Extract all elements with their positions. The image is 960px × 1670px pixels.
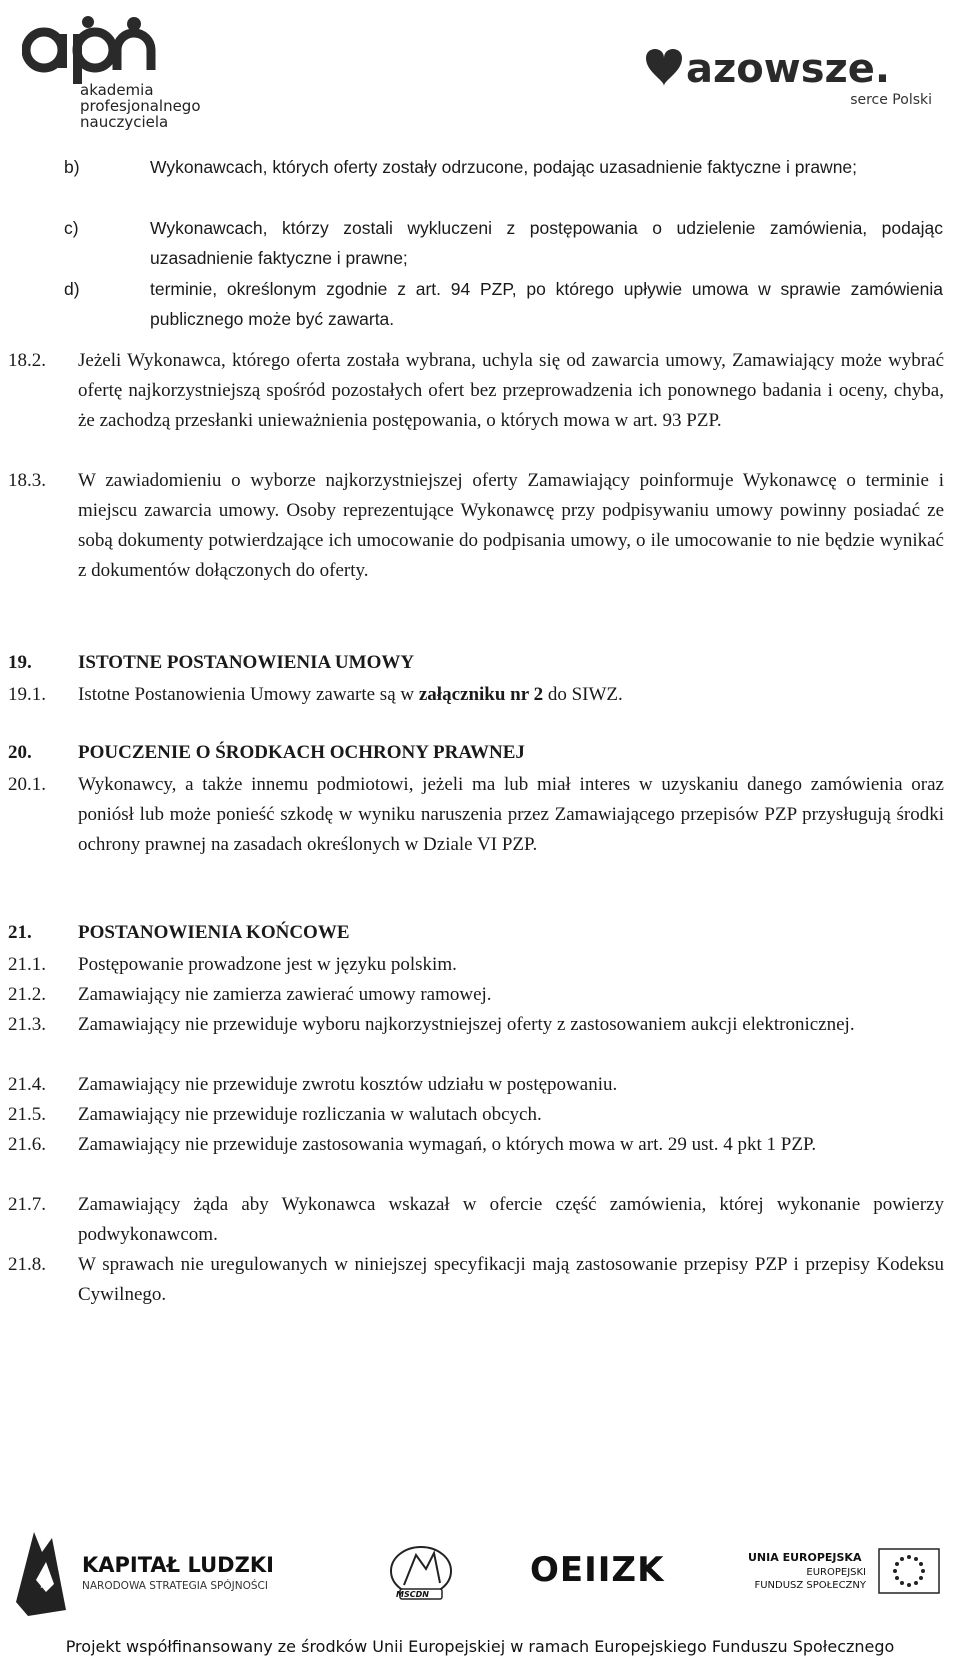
- kapital-ludzki-subtitle: NARODOWA STRATEGIA SPÓJNOŚCI: [82, 1580, 268, 1592]
- item-text: Zamawiający nie przewiduje rozliczania w walutach obcych.: [78, 1104, 542, 1125]
- mscdn-label: MSCDN: [396, 1590, 429, 1599]
- mazowsze-wordmark-icon: [640, 44, 940, 94]
- oeiizk-logo: OEIIZK: [530, 1550, 665, 1590]
- item-text: Zamawiający nie przewiduje zwrotu kosztów udziału w postępowaniu.: [78, 1074, 618, 1095]
- item-text: W sprawach nie uregulowanych w niniejszej specyfikacji mają zastosowanie przepisy PZP i przepisy Kodeksu Cywilnego.: [78, 1254, 944, 1305]
- svg-text:azowsze.: azowsze.: [686, 46, 891, 92]
- item-text: [78, 680, 944, 710]
- item-text: terminie, określonym zgodnie z art. 94 PZP, po którego upływie umowa w sprawie zamówienia publicznego może być zawarta.: [150, 279, 943, 329]
- item-number: 21.6.: [8, 1134, 46, 1155]
- item-number: 18.3.: [8, 470, 46, 491]
- cofinancing-note: Projekt współfinansowany ze środków Unii Europejskiej w ramach Europejskiego Funduszu Społecznego: [65, 1637, 895, 1656]
- mazowsze-tagline: serce Polski: [850, 92, 932, 108]
- item-number: 21.5.: [8, 1104, 46, 1125]
- heading-number: 21.: [8, 922, 32, 943]
- text-after: do SIWZ.: [543, 684, 623, 705]
- attachment-reference: załączniku nr 2: [418, 684, 544, 705]
- apn-line-1: akademia: [80, 81, 154, 99]
- item-number: b): [64, 157, 80, 177]
- kapital-ludzki-title: KAPITAŁ LUDZKI: [82, 1553, 274, 1577]
- text-before: Istotne Postanowienia Umowy zawarte są w: [78, 684, 419, 705]
- item-text-content: Jeżeli Wykonawca, którego oferta została wybrana, uchyla się od zawarcia umowy, Zamawiający może wybrać ofertę najkorzystniejszą spośród pozostałych ofert bez przeprowadzenia ich ponownego badania i oceny, chyba, że zachodzą przesłanki unieważnienia postępowania, o których mowa w art. 93 PZP.: [78, 350, 944, 431]
- item-number: 20.1.: [8, 774, 46, 795]
- apn-line-3: nauczyciela: [80, 113, 169, 131]
- item-number: d): [64, 279, 80, 299]
- heading-number: 19.: [8, 652, 32, 673]
- eu-line-1: EUROPEJSKI: [806, 1567, 866, 1578]
- item-number: 21.8.: [8, 1254, 46, 1275]
- item-number: 19.1.: [8, 684, 46, 705]
- eu-title: UNIA EUROPEJSKA: [748, 1551, 862, 1564]
- item-number: c): [64, 218, 79, 238]
- apn-line-2: profesjonalnego: [80, 97, 201, 115]
- item-number: 21.4.: [8, 1074, 46, 1095]
- item-number: 18.2.: [8, 350, 46, 371]
- eu-flag-icon: [878, 1548, 940, 1594]
- heading-number: 20.: [8, 742, 32, 763]
- item-text: Zamawiający żąda aby Wykonawca wskazał w ofercie część zamówienia, której wykonanie powierzy podwykonawcom.: [78, 1194, 944, 1245]
- kapital-ludzki-emblem-icon: [6, 1532, 78, 1616]
- item-text: W zawiadomieniu o wyborze najkorzystniejszej oferty Zamawiający poinformuje Wykonawcę o terminie i miejscu zawarcia umowy. Osoby reprezentujące Wykonawcę przy podpisywaniu umowy powinny posiadać ze sobą dokumenty potwierdzające ich umocowanie do podpisania umowy, o ile umocowanie to nie będzie wynikać z dokumentów dołączonych do oferty.: [78, 470, 944, 581]
- apn-logo: [22, 14, 222, 138]
- eu-line-2: FUNDUSZ SPOŁECZNY: [754, 1580, 866, 1591]
- heading-text: POUCZENIE O ŚRODKACH OCHRONY PRAWNEJ: [78, 742, 525, 763]
- item-text: Postępowanie prowadzone jest w języku polskim.: [78, 954, 457, 975]
- heading-text: ISTOTNE POSTANOWIENIA UMOWY: [78, 652, 415, 673]
- mazowsze-logo: [640, 44, 940, 114]
- item-text: Wykonawcach, których oferty zostały odrzucone, podając uzasadnienie faktyczne i prawne;: [150, 157, 858, 177]
- item-text: Zamawiający nie przewiduje wyboru najkorzystniejszej oferty z zastosowaniem aukcji elektronicznej.: [78, 1014, 855, 1035]
- item-number: 21.2.: [8, 984, 46, 1005]
- item-number: 21.7.: [8, 1194, 46, 1215]
- apn-mark-icon: [22, 14, 172, 84]
- item-text: Zamawiający nie zamierza zawierać umowy ramowej.: [78, 984, 492, 1005]
- heading-text: POSTANOWIENIA KOŃCOWE: [78, 922, 350, 943]
- item-text: Zamawiający nie przewiduje zastosowania wymagań, o których mowa w art. 29 ust. 4 pkt 1 PZP.: [78, 1134, 817, 1155]
- item-number: 21.3.: [8, 1014, 46, 1035]
- item-text: Wykonawcy, a także innemu podmiotowi, jeżeli ma lub miał interes w uzyskaniu danego zamówienia oraz poniósł lub może ponieść szkodę w wyniku naruszenia przez Zamawiającego przepisów PZP przysługują środki ochrony prawnej na zasadach określonych w Dziale VI PZP.: [78, 774, 944, 855]
- item-text: [78, 346, 944, 436]
- page-header: [0, 0, 960, 150]
- eu-subtitle: [748, 1566, 866, 1592]
- item-text: Wykonawcach, którzy zostali wykluczeni z postępowania o udzielenie zamówienia, podając uzasadnienie faktyczne i prawne;: [150, 218, 943, 268]
- item-number: 21.1.: [8, 954, 46, 975]
